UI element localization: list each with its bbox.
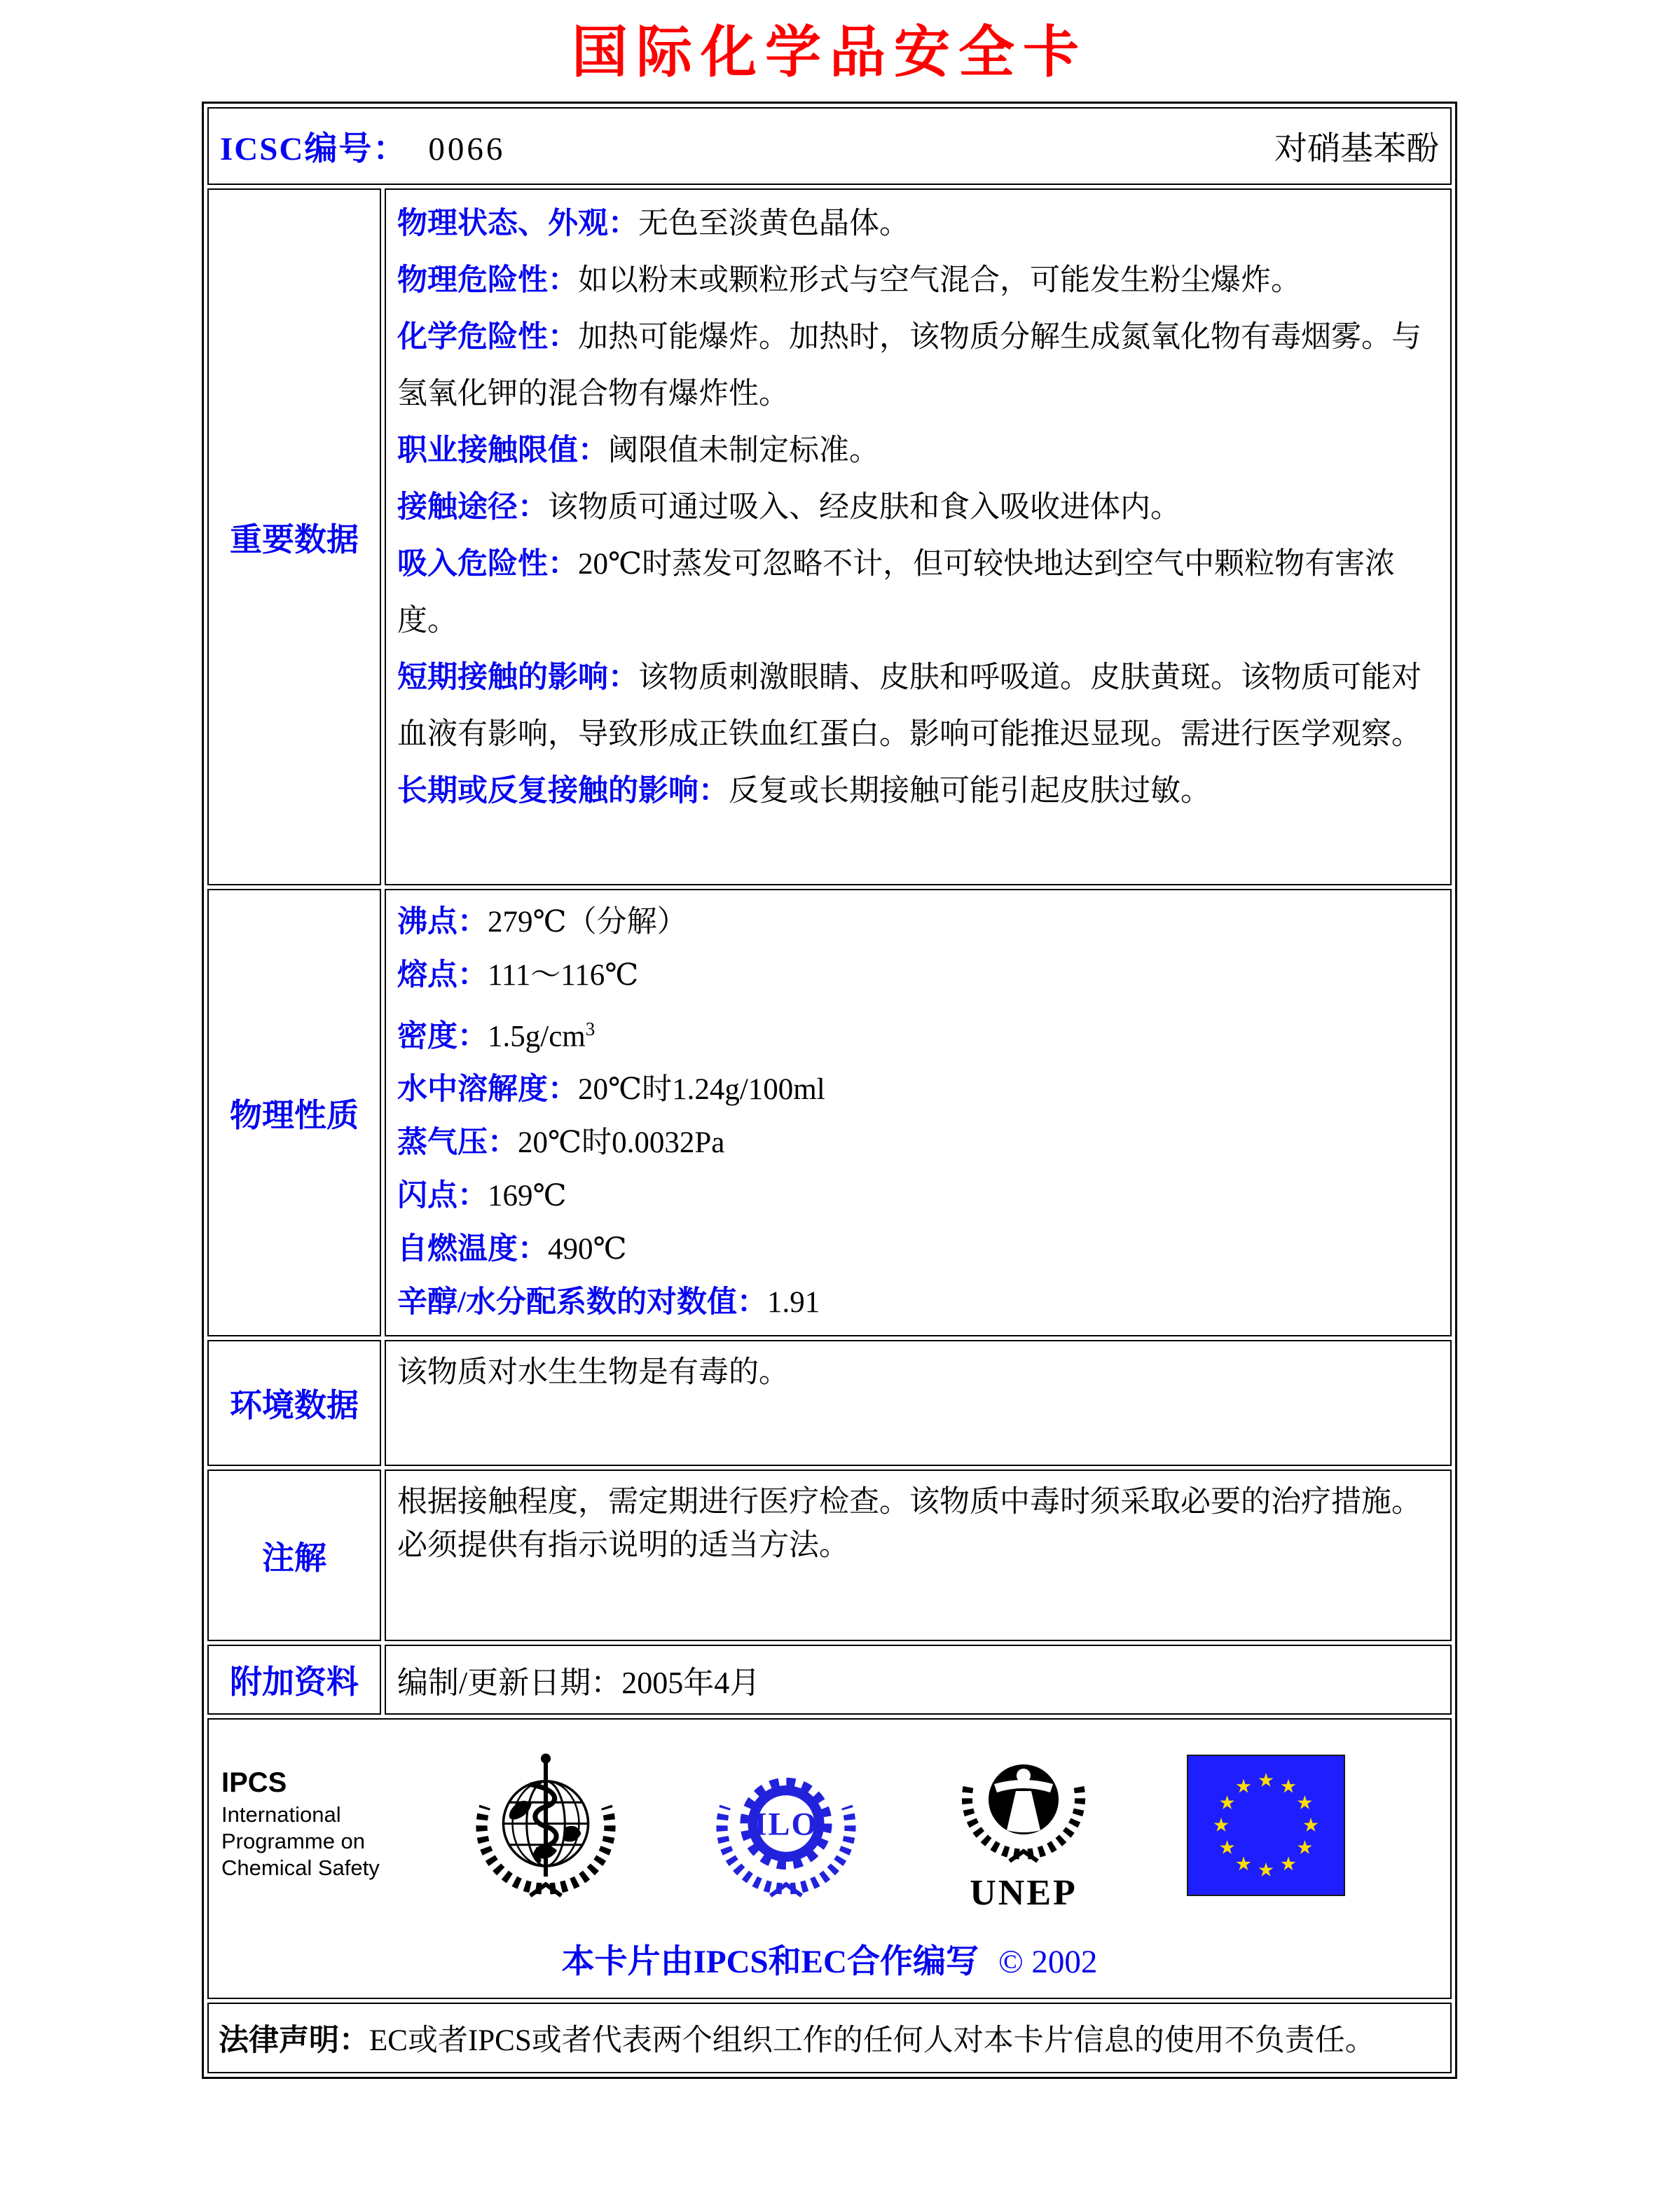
item-physical-state: 物理状态、外观：无色至淡黄色晶体。	[397, 207, 909, 240]
ipcs-acronym: IPCS	[221, 1767, 287, 1799]
row-label-physical-properties: 物理性质	[207, 889, 381, 1336]
page-title: 国际化学品安全卡	[572, 22, 1087, 84]
prop-density: 密度：$1.5g/cm^3$	[397, 1018, 596, 1053]
item-physical-danger: 物理危险性：如以粉末或颗粒形式与空气混合，可能发生粉尘爆炸。	[397, 264, 1301, 297]
environment-row	[207, 1340, 1452, 1466]
who-logo-icon	[471, 1743, 620, 1908]
logos-row	[207, 1718, 1452, 1999]
unep-logo-text: UNEP	[970, 1873, 1078, 1914]
ilo-logo-icon	[712, 1743, 860, 1908]
legal-text: EC或者IPCS或者代表两个组织工作的任何人对本卡片信息的使用不负责任。	[369, 2024, 1375, 2058]
notes-row	[207, 1470, 1452, 1641]
prop-water-solubility: 水中溶解度：20℃时1.24g/100ml	[397, 1073, 825, 1107]
eu-flag-icon	[1187, 1755, 1345, 1896]
icsc-number-value: 0066	[428, 131, 506, 167]
prop-logkow: 辛醇/水分配系数的对数值：1.91	[397, 1286, 820, 1320]
item-inhalation-risk: 吸入危险性：20℃时蒸发可忽略不计，但可较快地达到空气中颗粒物有害浓度。	[397, 548, 1396, 637]
item-long-term-effects: 长期或反复接触的影响：反复或长期接触可能引起皮肤过敏。	[397, 775, 1211, 808]
chemical-name: 对硝基苯酚	[1274, 131, 1439, 167]
unep-logo-icon	[952, 1734, 1095, 1917]
important-data-content	[385, 188, 1452, 885]
prop-melting-point: 熔点：111～116℃	[397, 959, 639, 992]
footer-caption: 本卡片由IPCS和EC合作编写 © 2002	[561, 1944, 1098, 1981]
environment-text: 该物质对水生生物是有毒的。	[397, 1356, 789, 1390]
logos-cell	[207, 1718, 1452, 1999]
row-label-additional-info: 附加资料	[207, 1645, 381, 1715]
environment-content	[385, 1340, 1452, 1466]
physical-properties-content	[385, 889, 1452, 1336]
header-row	[207, 107, 1452, 185]
item-short-term-effects: 短期接触的影响：该物质刺激眼睛、皮肤和呼吸道。皮肤黄斑。该物质可能对血液有影响，导致形成正铁血红蛋白。影响可能推迟显现。需进行医学观察。	[397, 661, 1421, 751]
row-label-notes: 注解	[207, 1470, 381, 1641]
legal-cell	[207, 2003, 1452, 2073]
icsc-card-table	[202, 102, 1457, 2079]
prop-boiling-point: 沸点：279℃（分解）	[397, 906, 687, 939]
icsc-number-label: ICSC编号：	[220, 131, 408, 167]
ipcs-text-block: IPCS International Programme on Chemical Safety	[221, 1767, 380, 1881]
legal-label: 法律声明：	[219, 2024, 369, 2058]
prop-autoignition-temp: 自燃温度：490℃	[397, 1233, 627, 1266]
additional-info-content: 编制/更新日期：2005年4月	[385, 1645, 1452, 1715]
prop-flash-point: 闪点：169℃	[397, 1180, 567, 1213]
header-cell	[207, 107, 1452, 185]
additional-info-row	[207, 1645, 1452, 1715]
copyright: © 2002	[998, 1944, 1098, 1981]
ilo-logo-text: ILO	[754, 1806, 818, 1843]
prop-vapor-pressure: 蒸气压：20℃时0.0032Pa	[397, 1126, 725, 1160]
notes-content	[385, 1470, 1452, 1641]
physical-properties-row	[207, 889, 1452, 1336]
row-label-environment: 环境数据	[207, 1340, 381, 1466]
item-chemical-danger: 化学危险性：加热可能爆炸。加热时，该物质分解生成氮氧化物有毒烟雾。与氢氧化钾的混合物有爆炸性。	[397, 321, 1421, 410]
item-occupational-limit: 职业接触限值：阈限值未制定标准。	[397, 434, 879, 467]
item-exposure-routes: 接触途径：该物质可通过吸入、经皮肤和食入吸收进体内。	[397, 491, 1180, 524]
notes-text: 根据接触程度，需定期进行医疗检查。该物质中毒时须采取必要的治疗措施。必须提供有指示说明的适当方法。	[397, 1486, 1421, 1563]
important-data-row	[207, 188, 1452, 885]
legal-row	[207, 2003, 1452, 2073]
row-label-important-data: 重要数据	[207, 188, 381, 885]
